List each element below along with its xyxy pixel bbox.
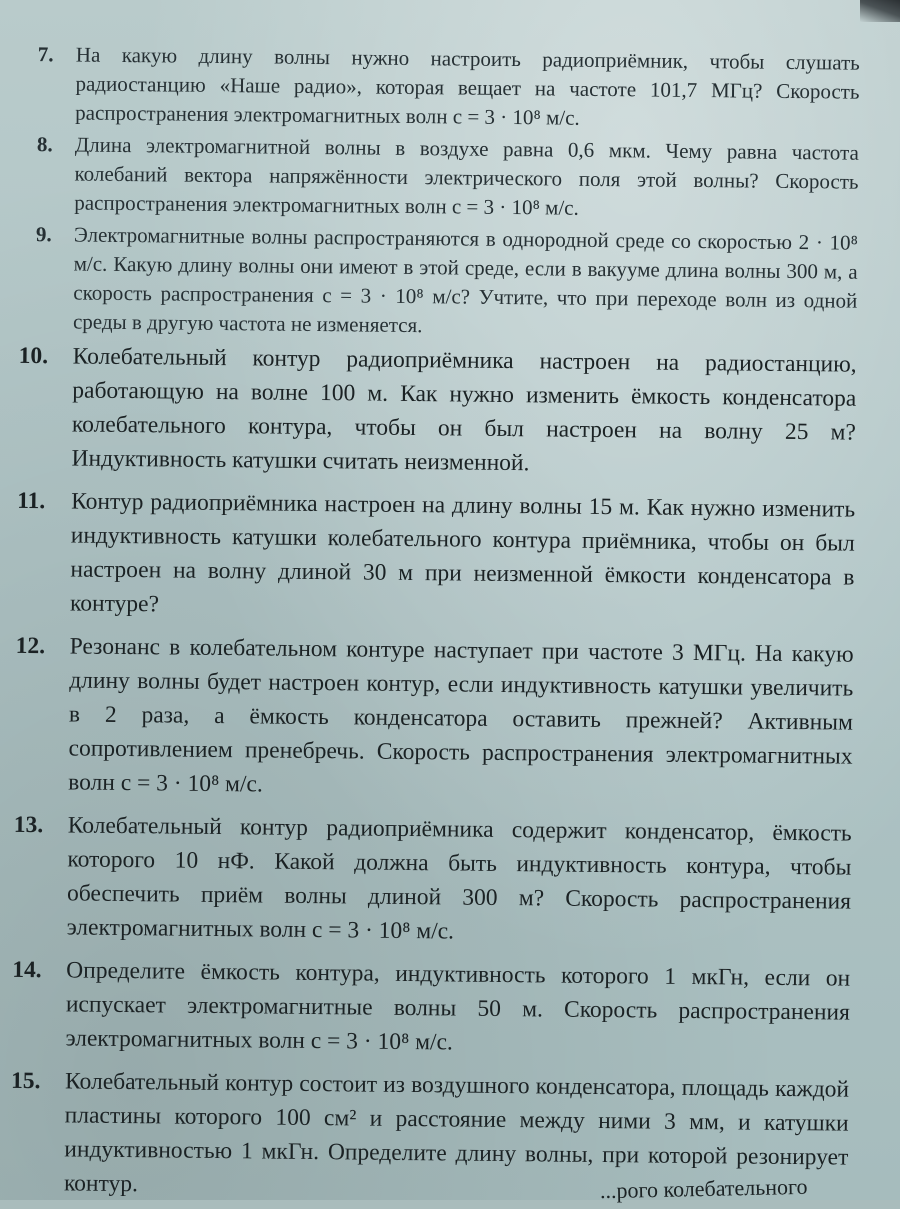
problem-12	[15, 629, 854, 808]
problem-number: 12.	[15, 632, 46, 660]
problem-number: 15.	[10, 1067, 41, 1095]
problem-number: 10.	[18, 342, 49, 370]
problem-list	[10, 40, 860, 1209]
problem-9	[27, 220, 858, 345]
problem-text: Колебательный контур состоит из воздушного конденсатора, площадь каждой пластины которого 100 см² и расстояние между ними 3 мм, и катушки индуктивностью 1 мкГн. Определите длину волны, при которой резонирует контур.	[63, 1068, 850, 1198]
problem-text: Длина электромагнитной волны в воздухе равна 0,6 мкм. Чему равна частота колебаний вектора напряжённости электрического поля этой волны? Скорость распространения электромагнитных волн c = 3 · 10⁸ м/с.	[74, 132, 859, 220]
problem-14	[12, 953, 851, 1064]
problem-text: На какую длину волны нужно настроить радиоприёмник, чтобы слушать радиостанцию «Наше радио», которая вещает на частоте 101,7 МГц? Скорость распространения электромагнитных волн c = 3 · 10⁸ м/с.	[75, 42, 860, 130]
page-corner-shadow	[860, 0, 900, 22]
cut-off-next-line: ...рого колебательного	[599, 1173, 808, 1204]
problem-number: 8.	[36, 132, 53, 157]
problem-number: 9.	[35, 222, 52, 247]
problem-number: 11.	[17, 487, 46, 515]
problem-10	[18, 339, 857, 484]
problem-text: Контур радиоприёмника настроен на длину волны 15 м. Как нужно изменить индуктивность катушки колебательного контура приёмника, чтобы он был настроен на волну длиной 30 м при неизменной ёмкости конденсатора в контуре?	[69, 488, 856, 618]
problem-11	[17, 484, 856, 629]
problem-13	[13, 808, 852, 953]
problem-number: 7.	[37, 42, 54, 67]
problem-7	[29, 40, 860, 136]
problem-text: Резонанс в колебательном контуре наступает при частоте 3 МГц. На какую длину волны будет настроен контур, если индуктивность катушки увеличить в 2 раза, а ёмкость конденсатора оставить прежней? Активным сопротивлением пренебречь. Скорость распространения электромагнитных волн c = 3 · 10⁸ м/с.	[68, 633, 854, 798]
problem-text: Электромагнитные волны распространяются в однородной среде со скоростью 2 · 10⁸ м/с. Какую длину волны они имеют в этой среде, если в вакууме длина волны 300 м, а скорость распространения c = 3 · 10⁸ м/с? Учтите, что при переходе волн из одной среды в другую частота не изменяется.	[72, 222, 859, 338]
problem-8	[28, 130, 859, 226]
problem-number: 14.	[12, 956, 42, 984]
problem-text: Определите ёмкость контура, индуктивность которого 1 мкГн, если он испускает электромагнитные волны 50 м. Скорость распространения электромагнитных волн c = 3 · 10⁸ м/с.	[65, 957, 851, 1056]
problem-number: 13.	[13, 811, 44, 839]
problem-text: Колебательный контур радиоприёмника настроен на радиостанцию, работающую на волне 100 м. Как нужно изменить ёмкость конденсатора колебательного контура, чтобы он был настроен на волну 25 м? Индуктивность катушки считать неизменной.	[71, 343, 857, 477]
problem-text: Колебательный контур радиоприёмника содержит конденсатор, ёмкость которого 10 нФ. Какой должна быть индуктивность контура, чтобы обеспечить приём волны длиной 300 м? Скорость распространения электромагнитных волн c = 3 · 10⁸ м/с.	[66, 812, 852, 945]
